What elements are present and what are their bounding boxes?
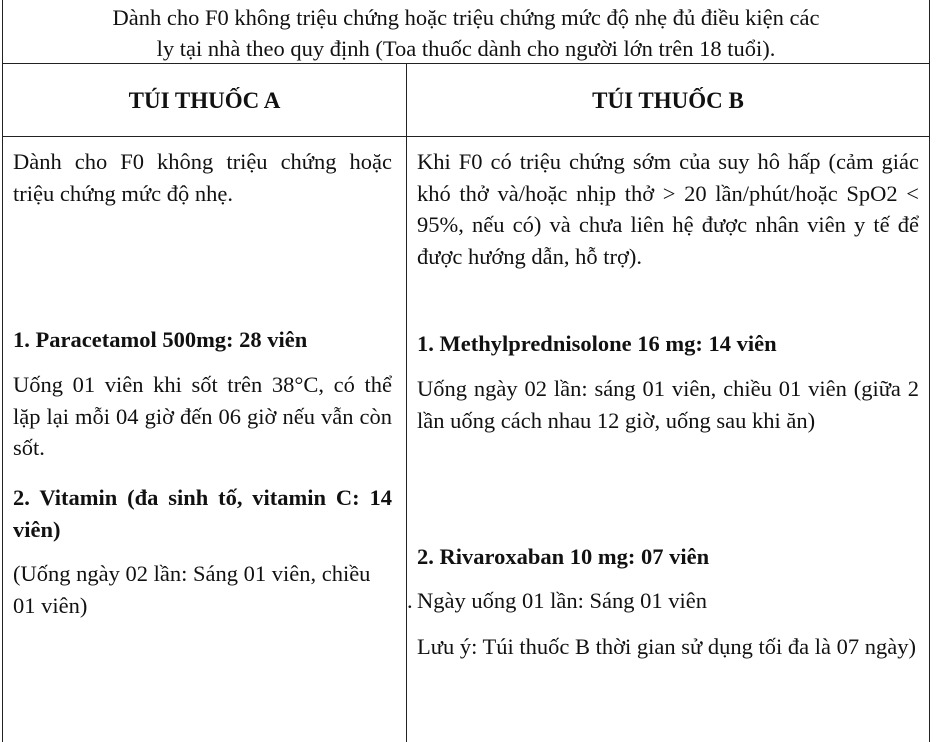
drug-a1-instructions: Uống 01 viên khi sốt trên 38°C, có thể lặp lại mỗi 04 giờ đến 06 giờ nếu vẫn còn sốt. xyxy=(13,372,392,460)
drug-a2-name: 2. Vitamin (đa sinh tố, vitamin C: 14 viên) xyxy=(13,485,392,542)
cell-tui-thuoc-a xyxy=(3,137,407,742)
drug-b2-name: 2. Rivaroxaban 10 mg: 07 viên xyxy=(417,544,710,569)
table-title xyxy=(3,0,929,64)
drug-a1-name: 1. Paracetamol 500mg: 28 viên xyxy=(13,327,308,352)
drug-a2-instructions: (Uống ngày 02 lần: Sáng 01 viên, chiều 01 viên) xyxy=(13,561,371,618)
drug-b1-name: 1. Methylprednisolone 16 mg: 14 viên xyxy=(417,331,777,356)
note-b: Lưu ý: Túi thuốc B thời gian sử dụng tối đa là 07 ngày) xyxy=(417,634,916,659)
prescription-table xyxy=(2,0,930,742)
intro-a: Dành cho F0 không triệu chứng hoặc triệu chứng mức độ nhẹ. xyxy=(13,149,392,206)
cell-tui-thuoc-b xyxy=(407,137,929,742)
body-row xyxy=(3,137,929,742)
header-row xyxy=(3,64,929,137)
drug-b2-instructions xyxy=(407,585,919,617)
header-tui-thuoc-b: TÚI THUỐC B xyxy=(592,88,744,113)
title-line-1: Dành cho F0 không triệu chứng hoặc triệu chứng mức độ nhẹ đủ điều kiện các xyxy=(112,5,820,30)
intro-b: Khi F0 có triệu chứng sớm của suy hô hấp (cảm giác khó thở và/hoặc nhịp thở > 20 lần/phút/hoặc SpO2 < 95%, nếu có) và chưa liên hệ được nhân viên y tế để được hướng dẫn, hỗ trợ). xyxy=(417,149,919,269)
stray-mark: . xyxy=(407,588,413,613)
drug-b2-instructions-text: Ngày uống 01 lần: Sáng 01 viên xyxy=(417,588,707,613)
drug-b1-instructions: Uống ngày 02 lần: sáng 01 viên, chiều 01 viên (giữa 2 lần uống cách nhau 12 giờ, uống sau khi ăn) xyxy=(417,376,919,433)
title-line-2: ly tại nhà theo quy định (Toa thuốc dành cho người lớn trên 18 tuổi). xyxy=(156,36,776,61)
header-tui-thuoc-a: TÚI THUỐC A xyxy=(3,64,407,136)
